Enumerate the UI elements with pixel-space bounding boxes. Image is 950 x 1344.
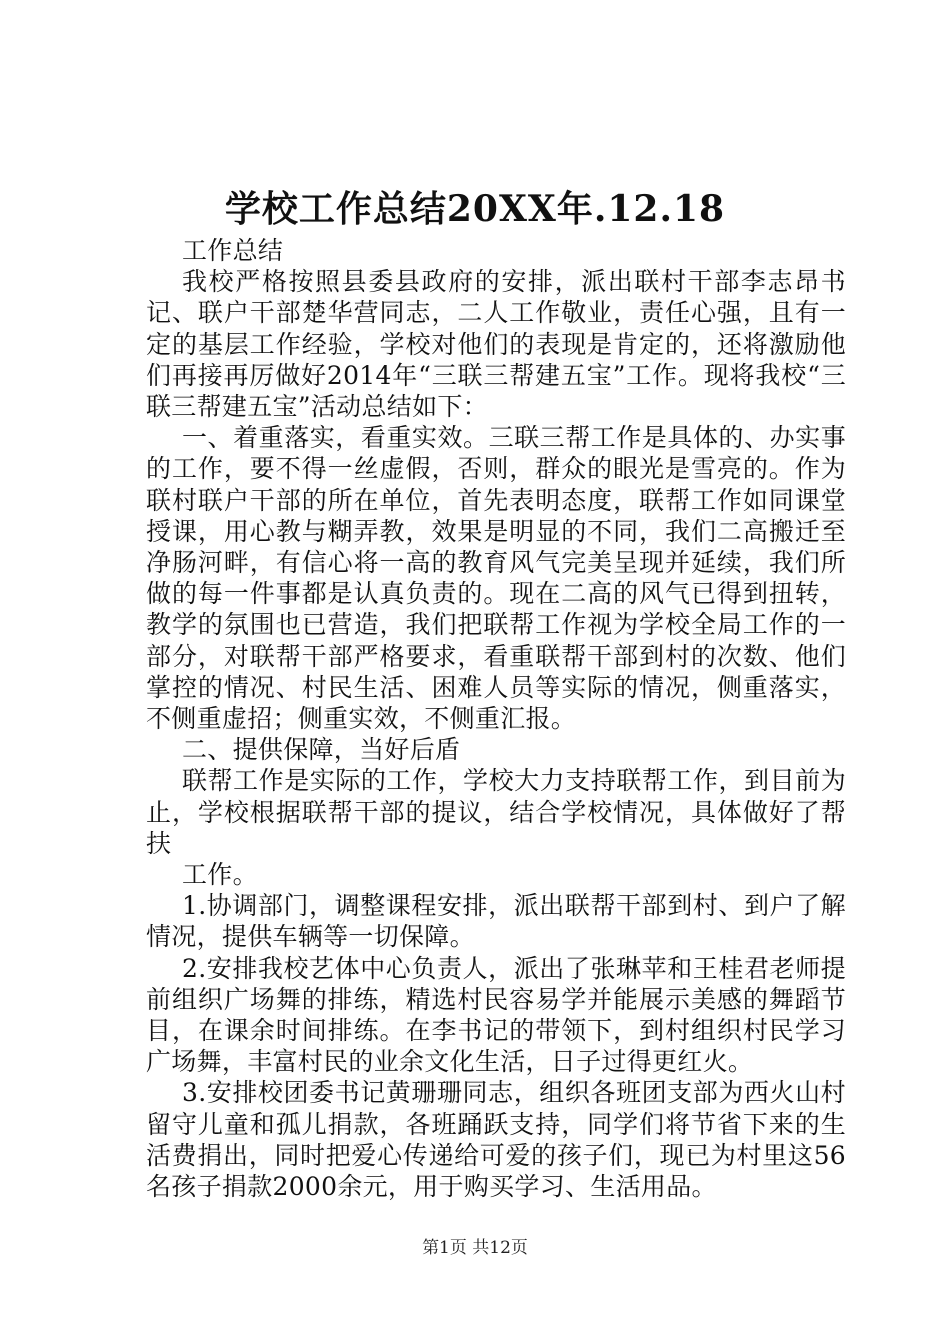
document-title: 学校工作总结20XX年.12.18 [224,188,726,230]
page-number-footer: 第1页 共12页 [422,1238,528,1258]
paragraph-section-one: 一、着重落实，看重实效。三联三帮工作是具体的、办实事的工作，要不得一丝虚假，否则，群众的眼光是雪亮的。作为联村联户干部的所在单位，首先表明态度，联帮工作如同课堂授课，用心教与糊弄教，效果是明显的不同，我们二高搬迁至净肠河畔，有信心将一高的教育风气完美呈现并延续，我们所做的每一件事都是认真负责的。现在二高的风气已得到扭转，教学的氛围也已营造，我们把联帮工作视为学校全局工作的一部分，对联帮干部严格要求，看重联帮干部到村的次数、他们掌控的情况、村民生活、困难人员等实际的情况，侧重落实，不侧重虚招；侧重实效，不侧重汇报。 [146,423,846,734]
paragraph-item-1: 1.协调部门，调整课程安排，派出联帮干部到村、到户了解情况，提供车辆等一切保障。 [146,891,846,952]
paragraph-intro: 我校严格按照县委县政府的安排，派出联村干部李志昂书记、联户干部楚华营同志，二人工作敬业，责任心强，且有一定的基层工作经验，学校对他们的表现是肯定的，还将激励他们再接再厉做好2014年“三联三帮建五宝”工作。现将我校“三联三帮建五宝”活动总结如下： [146,267,846,422]
paragraph-heading: 工作总结 [182,236,284,265]
paragraph-section-two: 联帮工作是实际的工作，学校大力支持联帮工作，到目前为止，学校根据联帮干部的提议，结合学校情况，具体做好了帮扶 [146,766,846,858]
paragraph-item-3: 3.安排校团委书记黄珊珊同志，组织各班团支部为西火山村留守儿童和孤儿捐款，各班踊跃支持，同学们将节省下来的生活费捐出，同时把爱心传递给可爱的孩子们，现已为村里这56名孩子捐款2000余元，用于购买学习、生活用品。 [146,1078,846,1202]
paragraph-item-2: 2.安排我校艺体中心负责人，派出了张琳苹和王桂君老师提前组织广场舞的排练，精选村民容易学并能展示美感的舞蹈节目，在课余时间排练。在李书记的带领下，到村组织村民学习广场舞，丰富村民的业余文化生活，日子过得更红火。 [146,953,846,1077]
document-body [146,235,846,1202]
paragraph-section-two-cont: 工作。 [182,860,258,890]
paragraph-section-two-heading: 二、提供保障，当好后盾 [182,735,461,765]
